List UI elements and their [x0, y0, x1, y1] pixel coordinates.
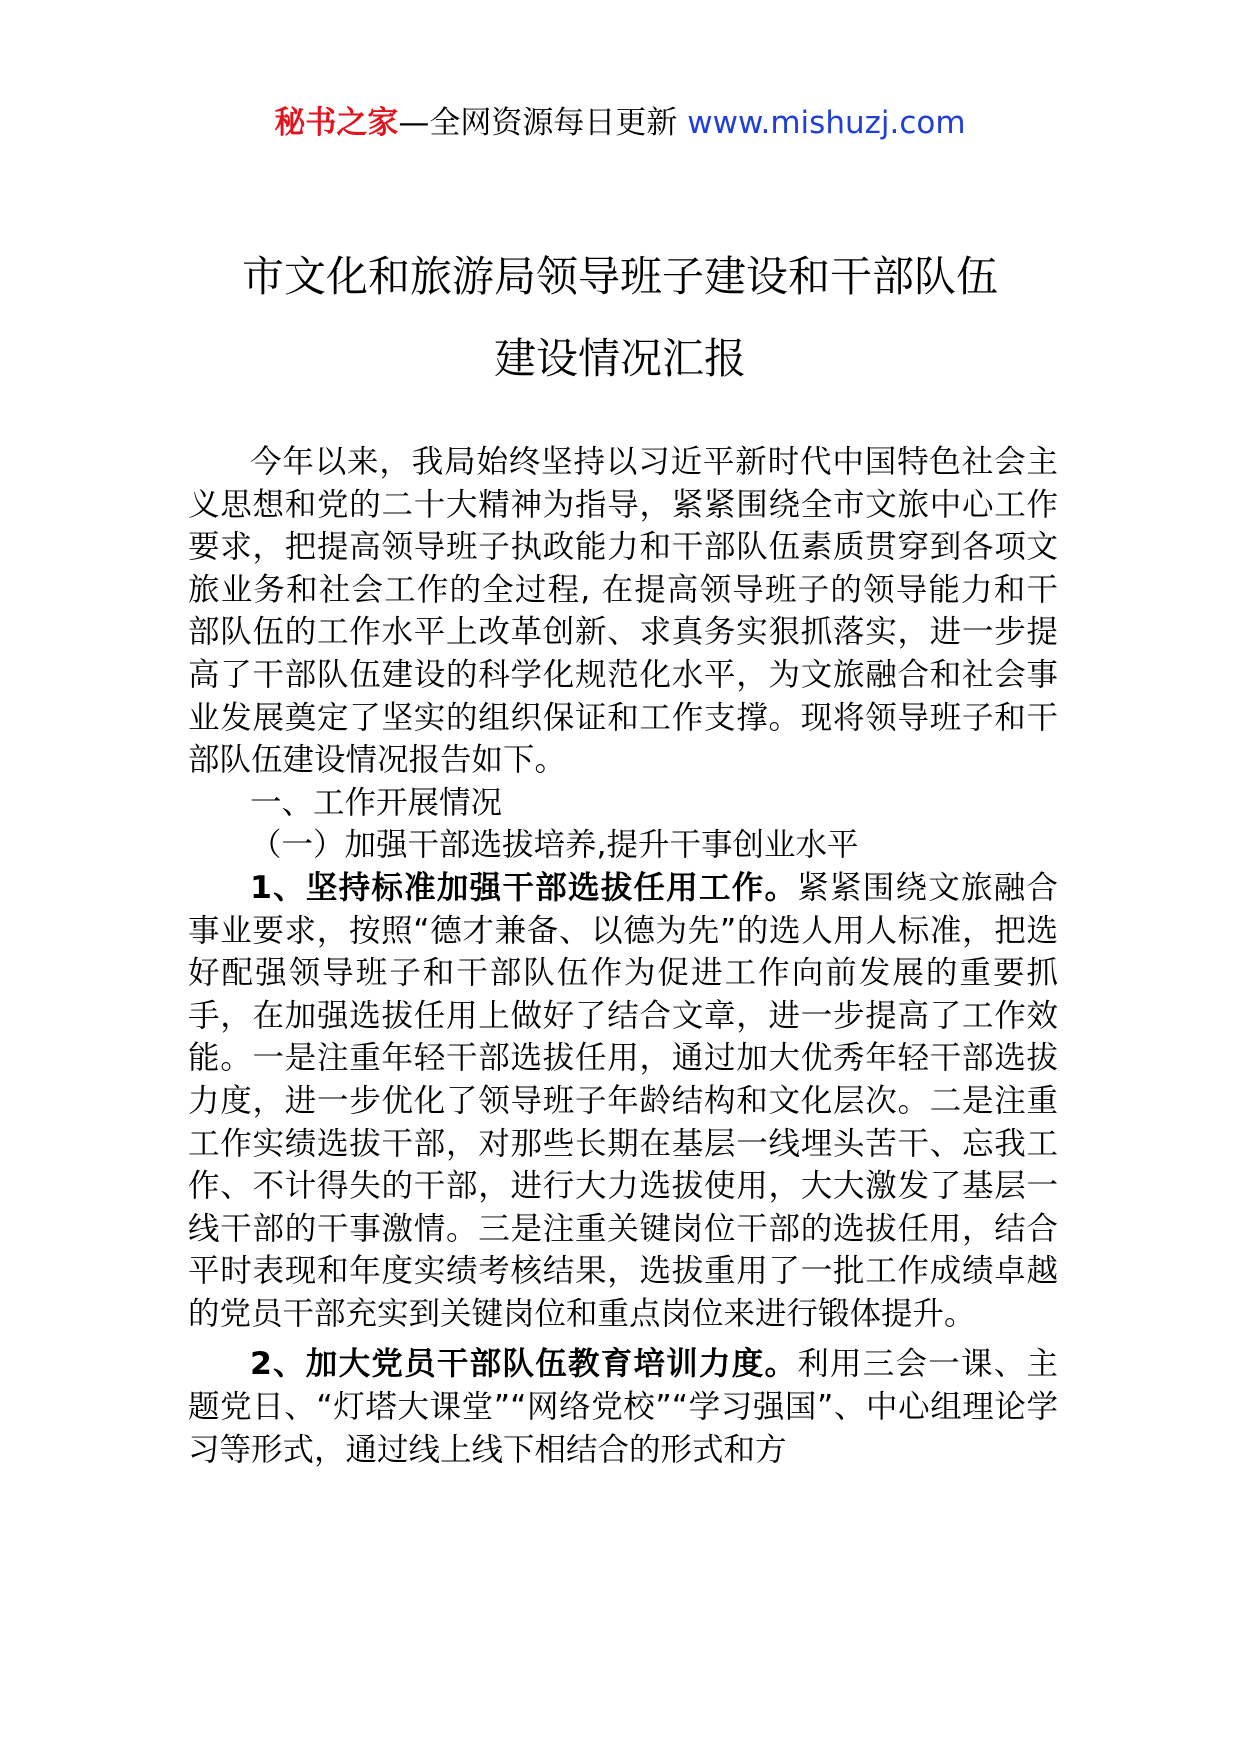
item-paragraph-1	[188, 867, 1058, 1336]
subsection-heading: （一）加强干部选拔培养,提升干事创业水平	[250, 827, 859, 864]
site-banner	[0, 100, 1240, 146]
item-2-body: 利用三会一课、主题党日、“灯塔大课堂”“网络党校”“学习强国”、中心组理论学习等形式，通过线上线下相结合的形式和方	[188, 1346, 1058, 1468]
site-slogan: —全网资源每日更新	[398, 105, 688, 141]
site-url[interactable]: www.mishuzj.com	[687, 105, 966, 141]
item-1-lead: 1、坚持标准加强干部选拔任用工作。	[250, 869, 798, 906]
item-1-body: 紧紧围绕文旅融合事业要求，按照“德才兼备、以德为先”的选人用人标准，把选好配强领导班子和干部队伍作为促进工作向前发展的重要抓手，在加强选拔任用上做好了结合文章，进一步提高了工作效能。一是注重年轻干部选拔任用，通过加大优秀年轻干部选拔力度，进一步优化了领导班子年龄结构和文化层次。二是注重工作实绩选拔干部，对那些长期在基层一线埋头苦干、忘我工作、不计得失的干部，进行大力选拔使用，大大激发了基层一线干部的干事激情。三是注重关键岗位干部的选拔任用，结合平时表现和年度实绩考核结果，选拔重用了一批工作成绩卓越的党员干部充实到关键岗位和重点岗位来进行锻体提升。	[188, 869, 1058, 1332]
item-paragraph-2	[188, 1343, 1058, 1471]
document-body	[188, 441, 1058, 1471]
document-title-line1: 市文化和旅游局领导班子建设和干部队伍	[241, 252, 998, 301]
section-heading: 一、工作开展情况	[250, 784, 503, 821]
item-2-lead: 2、加大党员干部队伍教育培训力度。	[250, 1346, 798, 1383]
site-brand: 秘书之家	[274, 105, 399, 141]
document-title-line2: 建设情况汇报	[493, 334, 746, 383]
intro-paragraph: 今年以来，我局始终坚持以习近平新时代中国特色社会主义思想和党的二十大精神为指导，紧紧围绕全市文旅中心工作要求，把提高领导班子执政能力和干部队伍素质贯穿到各项文旅业务和社会工作的全过程, 在提高领导班子的领导能力和干部队伍的工作水平上改革创新、求真务实狠抓落实，进一步提高了干部队伍建设的科学化规范化水平，为文旅融合和社会事业发展奠定了坚实的组织保证和工作支撑。现将领导班子和干部队伍建设情况报告如下。	[188, 444, 1058, 779]
document-title	[0, 236, 1240, 400]
